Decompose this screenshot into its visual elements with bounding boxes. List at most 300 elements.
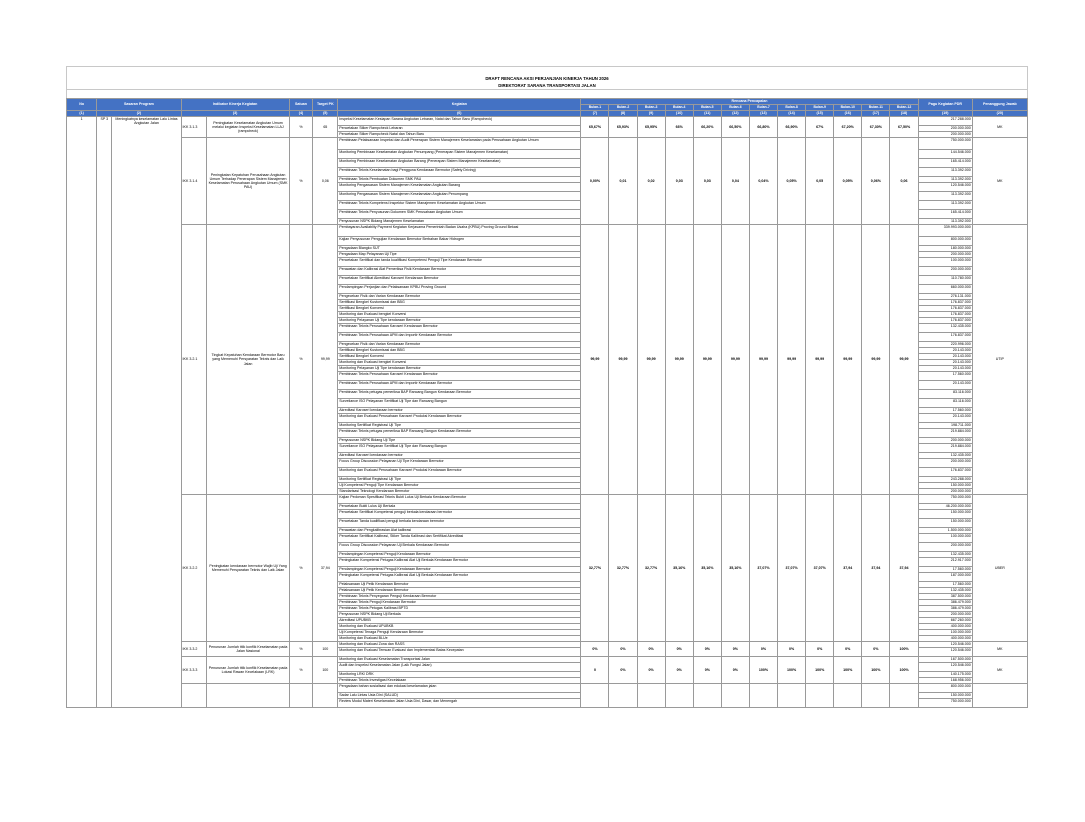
column-number: (19) — [918, 111, 972, 117]
pagu-value: 20.143.000 — [918, 366, 972, 372]
month-target-3: 65,95% — [637, 117, 665, 138]
kegiatan-item: Pembinaan Teknis Kompetensi Inspektur Sistem Manajemen Keselamatan Angkutan Umum — [338, 201, 581, 210]
indikator-kinerja: Penurunan Jumlah titik konflik Keselamatan pada Lokasi Rawan Kecelakaan (LRK) — [207, 657, 289, 684]
pagu-value: 400.000.000 — [918, 624, 972, 630]
kegiatan-item: Pembinaan Teknis Perusahaan APM dan Importir Kendaraan Bermotor — [338, 333, 581, 342]
column-number: (5) — [313, 111, 338, 117]
pagu-value: 1.500.000.000 — [918, 528, 972, 534]
pagu-value: 100.000.000 — [918, 534, 972, 543]
document-subtitle: DIREKTORAT SARANA TRANSPORTASI JALAN — [66, 82, 1028, 90]
pagu-value: 150.000.000 — [918, 510, 972, 519]
month-target-1: 0,00% — [581, 138, 609, 225]
pagu-value: 750.000.000 — [918, 495, 972, 504]
pagu-value: 176.837.000 — [918, 312, 972, 318]
kegiatan-item: Pencetakan Bukti Lulus Uji Berkala — [338, 504, 581, 510]
month-target-3 — [637, 684, 665, 708]
ikk-code: IKK 3.2.2 — [181, 495, 207, 642]
month-target-5: 0% — [693, 642, 721, 657]
indikator-kinerja: Penurunan Jumlah titik konflik Keselamatan pada Jalan Nasional — [207, 642, 289, 657]
header-month-6: Bulan-6 — [721, 105, 749, 111]
rencana-aksi-table — [66, 98, 1028, 708]
month-target-1 — [581, 684, 609, 708]
column-number: (7) — [581, 111, 609, 117]
pagu-value: 113.392.000 — [918, 177, 972, 183]
pagu-value: 20.143.000 — [918, 354, 972, 360]
target-pk: 65 — [313, 117, 338, 138]
ikk-code: IKK 3.3.3 — [181, 657, 207, 684]
pagu-value: 150.000.000 — [918, 693, 972, 699]
header-month-1: Bulan-1 — [581, 105, 609, 111]
satuan — [289, 684, 313, 708]
kegiatan-item: Pembinaan Pelaksanaan Inspeksi dan Audit Penerapan Sistem Manajemen Keselamatan pada Perusahaan Angkutan Umum — [338, 138, 581, 150]
month-target-9: 0,05 — [806, 138, 834, 225]
kegiatan-item: Pembinaan Teknis Penguji Kendaraan Bermotor — [338, 600, 581, 606]
kegiatan-item: Pelaksanaan Uji Petik Kendaraan Bermotor — [338, 588, 581, 594]
month-target-6: 35,16% — [721, 495, 749, 642]
pagu-value: 150.000.000 — [918, 483, 972, 489]
table-row — [67, 138, 1028, 150]
kegiatan-item: Sadar Lalu Lintas Usia Dini (SALUD) — [338, 693, 581, 699]
month-target-10 — [834, 684, 862, 708]
column-number: (1) — [67, 111, 97, 117]
month-target-10: 99,99 — [834, 225, 862, 495]
pagu-value: 750.000.000 — [918, 138, 972, 150]
pagu-value: 46.200.000.000 — [918, 504, 972, 510]
header-no: No — [67, 99, 97, 111]
month-target-5: 99,99 — [693, 225, 721, 495]
kegiatan-item: Inspeksi Keselamatan Kesiapan Sarana Angkutan Lebaran, Natal dan Tahun Baru (Rampcheck) — [338, 117, 581, 126]
month-target-6: 66,50% — [721, 117, 749, 138]
header-sasaran: Sasaran Program — [97, 99, 181, 111]
pagu-value: 100.000.000 — [918, 630, 972, 636]
top-blank-row — [66, 66, 1028, 75]
kegiatan-item: Focus Group Discussion Pelayanan Uji Berkala Kendaraan Bermotor — [338, 543, 581, 552]
column-number: (15) — [806, 111, 834, 117]
month-target-3: 32,77% — [637, 495, 665, 642]
ikk-code: IKK 3.3.2 — [181, 642, 207, 657]
kegiatan-item: Pendampingan Kompetensi Penguji Kendaraan Bermotor — [338, 552, 581, 558]
kegiatan-item: Monitoring Sertifikat Registrasi Uji Tipe — [338, 423, 581, 429]
column-number: (10) — [665, 111, 693, 117]
pagu-value: 200.000.000 — [918, 252, 972, 258]
satuan: % — [289, 138, 313, 225]
penanggung-jawab: MK — [972, 117, 1027, 138]
pagu-value: 120.546.000 — [918, 663, 972, 672]
penanggung-jawab: UBER — [972, 495, 1027, 642]
pagu-value: 113.392.000 — [918, 219, 972, 225]
kegiatan-item: Pengadaan Blangko SUT — [338, 246, 581, 252]
ikk-code: IKK 3.1.4 — [181, 138, 207, 225]
month-target-1: 0% — [581, 642, 609, 657]
pagu-value: 165.414.000 — [918, 210, 972, 219]
column-number: (18) — [890, 111, 918, 117]
month-target-3: 0,02 — [637, 138, 665, 225]
kegiatan-item: Monitoring Pelayanan Uji Tipe kendaraan Bermotor — [338, 318, 581, 324]
month-target-8: 0% — [778, 642, 806, 657]
table-row — [67, 495, 1028, 504]
indikator-kinerja — [207, 684, 289, 708]
kegiatan-item: Kajian Penyusunan Pengujian Kendaraan Bermotor Berbahan Bakar Hidrogen — [338, 237, 581, 246]
kegiatan-item: Pembinaan Teknis Pembuatan Dokumen SMK PAU — [338, 177, 581, 183]
table-row — [67, 684, 1028, 693]
month-target-12: 0,06 — [890, 138, 918, 225]
month-target-7: 0,04% — [749, 138, 777, 225]
column-number: (14) — [778, 111, 806, 117]
month-target-6: 0% — [721, 642, 749, 657]
pagu-value: 200.000.000 — [918, 459, 972, 468]
indikator-kinerja: Peningkatan kendaraan bermotor Wajib Uji Yang Memenuhi Persyaratan Teknis dan Laik Jalan — [207, 495, 289, 642]
kegiatan-item: Perawatan dan Pengkalibrasian Alat kalibrasi — [338, 528, 581, 534]
kegiatan-item: Monitoring Pelayanan Uji Tipe kendaraan Bermotor — [338, 366, 581, 372]
kegiatan-item: Surveilance ISO Pelayanan Sertifikat Uji Tipe dan Rancang Bangun — [338, 399, 581, 408]
month-target-8: 99,99 — [778, 225, 806, 495]
kegiatan-item: Monitoring dan Evaluasi bengkel Konversi — [338, 312, 581, 318]
month-target-12: 37,94 — [890, 495, 918, 642]
month-target-2: 0% — [609, 642, 637, 657]
pagu-value: 132.435.000 — [918, 324, 972, 333]
pagu-value: 180.000.000 — [918, 246, 972, 252]
header-pagu: Pagu Kegiatan PDR — [918, 99, 972, 111]
header-month-2: Bulan-2 — [609, 105, 637, 111]
month-target-4: 0% — [665, 642, 693, 657]
satuan: % — [289, 657, 313, 684]
pagu-value: 219.884.000 — [918, 429, 972, 438]
kegiatan-item: Monitoring dan Evaluasi Perusahaan Karoseri Produksi Kendaraan Bermotor — [338, 414, 581, 423]
kegiatan-item: Penyusunan NSPK Bidang Uji Berkala — [338, 612, 581, 618]
month-target-1: 0 — [581, 657, 609, 684]
month-target-5: 66,20% — [693, 117, 721, 138]
month-target-11: 67,30% — [862, 117, 890, 138]
ikk-code — [181, 684, 207, 708]
month-target-5 — [693, 684, 721, 708]
header-month-5: Bulan-5 — [693, 105, 721, 111]
month-target-9: 37,07% — [806, 495, 834, 642]
kegiatan-item: Pembinaan Teknis Penyusunan Dokumen SMK Perusahaan Angkutan Umum — [338, 210, 581, 219]
column-number: (20) — [972, 111, 1027, 117]
kegiatan-item: Akreditasi Karoseri kendaraan bermotor — [338, 408, 581, 414]
pagu-value: 387.500.000 — [918, 594, 972, 600]
kegiatan-item: Monitoring dan Evaluasi Perusahaan Karoseri Produksi Kendaraan Bermotor — [338, 468, 581, 477]
pagu-value: 386.479.000 — [918, 606, 972, 612]
pagu-value: 339.993.000.000 — [918, 225, 972, 237]
pagu-value: 212.917.000 — [918, 558, 972, 567]
header-target: Target PK — [313, 99, 338, 111]
kegiatan-item: Pengecekan Fisik dan Varian Kendaraan Bermotor — [338, 342, 581, 348]
month-target-11: 100% — [862, 657, 890, 684]
satuan: % — [289, 495, 313, 642]
pagu-value: 200.000.000 — [918, 438, 972, 444]
header-rencana: Rencana Pencapaian — [581, 99, 918, 105]
pagu-value: 187.000.000 — [918, 573, 972, 582]
month-target-11: 0% — [862, 642, 890, 657]
pagu-value: 176.837.000 — [918, 318, 972, 324]
kegiatan-item: Monitoring dan Evaluasi Temuan Evaluasi dan Implementasi Batas Kecepatan — [338, 648, 581, 657]
month-target-8: 66,90% — [778, 117, 806, 138]
month-target-6: 0,04 — [721, 138, 749, 225]
month-target-1: 65,67% — [581, 117, 609, 138]
column-number: (2) — [97, 111, 181, 117]
kegiatan-item: Monitoring dan Evaluasi bengkel Konversi — [338, 360, 581, 366]
month-target-6 — [721, 684, 749, 708]
pagu-value: 200.000.000 — [918, 267, 972, 276]
kegiatan-item: Penyusunan NSPK Bidang Uji Tipe — [338, 438, 581, 444]
month-target-12: 67,50% — [890, 117, 918, 138]
month-target-4: 0,03 — [665, 138, 693, 225]
month-target-3: 0% — [637, 657, 665, 684]
header-indikator: Indikator Kinerja Kegiatan — [181, 99, 289, 111]
kegiatan-item: Penyusunan NSPK Bidang Manajemen Keselamatan — [338, 219, 581, 225]
header-month-8: Bulan-8 — [778, 105, 806, 111]
header-month-4: Bulan-4 — [665, 105, 693, 111]
pagu-value: 200.000.000 — [918, 132, 972, 138]
month-target-10: 100% — [834, 657, 862, 684]
column-number: (9) — [637, 111, 665, 117]
pagu-value: 150.000.000 — [918, 519, 972, 528]
month-target-12: 100% — [890, 642, 918, 657]
kegiatan-item: Monitoring Pembinaan Keselamatan Angkutan Barang (Penerapan Sistem Manajemen Keselamatan) — [338, 159, 581, 168]
kegiatan-item: Monitoring LRK/ DRK — [338, 672, 581, 678]
month-target-2: 65,93% — [609, 117, 637, 138]
month-target-4: 99,99 — [665, 225, 693, 495]
penanggung-jawab: UTIP — [972, 225, 1027, 495]
kegiatan-item: Monitoring Sertifikat Registrasi Uji Tipe — [338, 477, 581, 483]
column-number: (13) — [749, 111, 777, 117]
kegiatan-item: Pencetakan Sertifikat dan tanda kualifikasi Kompetensi Penguji Tipe Kendaraan Bermotor — [338, 258, 581, 267]
spreadsheet — [66, 66, 1028, 708]
kegiatan-item: Monitoring dan Evaluasi Keselamatan Transportasi Jalan — [338, 657, 581, 663]
pagu-value: 217.288.000 — [918, 117, 972, 126]
kegiatan-item: Pembinaan Teknis Perusahaan Karoseri Kendaraan Bermotor — [338, 372, 581, 381]
pagu-value: 132.435.000 — [918, 552, 972, 558]
pagu-value: 276.131.000 — [918, 294, 972, 300]
pagu-value: 140.175.000 — [918, 672, 972, 678]
indikator-kinerja: Tingkat Kepatuhan Kendaraan Bermotor Baru yang Memenuhi Persyaratan Teknis dan Laik Jalan — [207, 225, 289, 495]
pagu-value: 144.546.000 — [918, 150, 972, 159]
kegiatan-item: Pencetakan Sertifikat Kalibrasi, Stiker Tanda Kalibrasi dan Sertifikat Akreditasi — [338, 534, 581, 543]
month-target-2: 32,77% — [609, 495, 637, 642]
kegiatan-item: Pendampingan Kompetensi Penguji Kendaraan Bermotor — [338, 567, 581, 573]
target-pk — [313, 684, 338, 708]
column-number: (17) — [862, 111, 890, 117]
penanggung-jawab — [972, 684, 1027, 708]
month-target-6: 0% — [721, 657, 749, 684]
target-pk: 99,99 — [313, 225, 338, 495]
kegiatan-item: Monitoring dan Evaluasi Zona dan RASS — [338, 642, 581, 648]
document-title: DRAFT RENCANA AKSI PERJANJIAN KINERJA TAHUN 2026 — [66, 75, 1028, 82]
month-target-11: 37,94 — [862, 495, 890, 642]
kegiatan-item: Pembinaan Teknis Perusahaan APM dan Importir Kendaraan Bermotor — [338, 381, 581, 390]
pagu-value: 176.837.000 — [918, 468, 972, 477]
kegiatan-item: Pembinaan Teknis petugas pemeriksa BAP Rancang Bangun Kendaraan Bermotor — [338, 390, 581, 399]
kegiatan-item: Monitoring Pengawasan Sistem Manajemen Keselamatan Angkutan Barang — [338, 183, 581, 192]
kegiatan-item: Sertifikasi Bengkel Kustomisasi dan BBG — [338, 300, 581, 306]
sasaran-code: SP 3 — [97, 117, 112, 708]
kegiatan-item: Pembinaan Teknis Petugas Kalibrasi BPTD — [338, 606, 581, 612]
column-number: (16) — [834, 111, 862, 117]
target-pk: 37,94 — [313, 495, 338, 642]
kegiatan-item: Sertifikasi Bengkel Kustomisasi dan BBG — [338, 348, 581, 354]
pagu-value: 17.560.000 — [918, 408, 972, 414]
pagu-value: 113.392.000 — [918, 168, 972, 177]
pagu-value: 120.546.000 — [918, 642, 972, 648]
kegiatan-item: Pencetakan Stiker Rampcheck Lebaran — [338, 126, 581, 132]
pagu-value: 113.392.000 — [918, 192, 972, 201]
target-pk: 0,06 — [313, 138, 338, 225]
month-target-9: 99,99 — [806, 225, 834, 495]
kegiatan-item: Sertifikasi Bengkel Konversi — [338, 354, 581, 360]
month-target-10: 0,05% — [834, 138, 862, 225]
column-number: (8) — [609, 111, 637, 117]
month-target-4: 35,16% — [665, 495, 693, 642]
month-target-8: 37,07% — [778, 495, 806, 642]
kegiatan-item: Review Modul Materi Keselamatan Jalan Usia Dini, Dasar, dan Menengah — [338, 699, 581, 708]
month-target-7: 66,80% — [749, 117, 777, 138]
month-target-12: 100% — [890, 657, 918, 684]
kegiatan-item: Peningkatan Kompetensi Petugas Kalibrasi Alat Uji Berkala Kendaraan Bermotor — [338, 558, 581, 567]
month-target-9: 100% — [806, 657, 834, 684]
column-number: (3) — [181, 111, 289, 117]
pagu-value: 17.560.000 — [918, 372, 972, 381]
header-month-12: Bulan-12 — [890, 105, 918, 111]
pagu-value: 750.000.000 — [918, 699, 972, 708]
month-target-10: 37,94 — [834, 495, 862, 642]
month-target-9: 0% — [806, 642, 834, 657]
pagu-value: 17.560.000 — [918, 582, 972, 588]
month-target-7: 37,07% — [749, 495, 777, 642]
row-number: 1 — [67, 117, 97, 708]
kegiatan-item: Surveilance ISO Pelayanan Sertifikat Uji Tipe dan Rancang Bangun — [338, 444, 581, 453]
month-target-2: 99,99 — [609, 225, 637, 495]
kegiatan-item: Pembinaan Teknis Keselamatan bagi Pengguna Kendaraan Bermotor (Safety Driving) — [338, 168, 581, 177]
table-row — [67, 117, 1028, 126]
kegiatan-item: Uji Kompetensi Tenaga Penguji Kendaraan Bermotor — [338, 630, 581, 636]
header-pj: Penanggung Jawab — [972, 99, 1027, 111]
ikk-code: IKK 3.1.3 — [181, 117, 207, 138]
month-target-5: 0% — [693, 657, 721, 684]
month-target-6: 99,99 — [721, 225, 749, 495]
month-target-1: 32,77% — [581, 495, 609, 642]
penanggung-jawab: MK — [972, 138, 1027, 225]
pagu-value: 400.000.000 — [918, 636, 972, 642]
kegiatan-item: Pencetakan Tanda kualifikasi penguji berkala kendaraan bermotor — [338, 519, 581, 528]
pagu-value: 20.143.000 — [918, 360, 972, 366]
pagu-value: 110.780.000 — [918, 276, 972, 285]
column-number: (6) — [338, 111, 581, 117]
kegiatan-item: Pembayaran Availablity Payment Kegiatan Kerjasama Pemerintah Badan Usaha (KPBU) Proving Ground Bekasi — [338, 225, 581, 237]
kegiatan-item: Pengecekan Fisik dan Varian Kendaraan Bermotor — [338, 294, 581, 300]
month-target-11: 99,99 — [862, 225, 890, 495]
kegiatan-item: Audit dan Inspeksi Keselamatan Jalan (Laik Fungsi Jalan) — [338, 663, 581, 672]
pagu-value: 243.288.000 — [918, 477, 972, 483]
month-target-8: 100% — [778, 657, 806, 684]
column-number: (11) — [693, 111, 721, 117]
kegiatan-item: Uji Kompetensi Penguji Tipe Kendaraan Bermotor — [338, 483, 581, 489]
kegiatan-item: Monitoring Pengawasan Sistem Manajemen Keselamatan Angkutan Penumpang — [338, 192, 581, 201]
kegiatan-item: Monitoring dan Evaluasi UPUBKB — [338, 624, 581, 630]
pagu-value: 20.143.000 — [918, 348, 972, 354]
month-target-11 — [862, 684, 890, 708]
pagu-value: 132.435.000 — [918, 453, 972, 459]
penanggung-jawab: MK — [972, 642, 1027, 657]
month-target-7 — [749, 684, 777, 708]
satuan: % — [289, 225, 313, 495]
pagu-value: 660.000.000 — [918, 285, 972, 294]
pagu-value: 83.116.000 — [918, 399, 972, 408]
target-pk: 100 — [313, 642, 338, 657]
pagu-value: 800.000.000 — [918, 684, 972, 693]
pagu-value: 176.837.000 — [918, 300, 972, 306]
kegiatan-item: Monitoring dan Evaluasi BLUe — [338, 636, 581, 642]
kegiatan-item: Focus Group Discussion Pelayanan Uji Tipe Kendaraan Bermotor — [338, 459, 581, 468]
kegiatan-item: Standarisasi Teknologi Kendaraan Bermotor — [338, 489, 581, 495]
header-month-10: Bulan-10 — [834, 105, 862, 111]
pagu-value: 132.435.000 — [918, 588, 972, 594]
penanggung-jawab: MK — [972, 657, 1027, 684]
indikator-kinerja: Peningkatan Kepatuhan Perusahaan Angkutan Umum Terhadap Penerapan Sistem Manajemen Keselamatan Perusahaan Angkutan Umum (SMK PAU) — [207, 138, 289, 225]
month-target-9: 67% — [806, 117, 834, 138]
kegiatan-item: Kajian Pedoman Spesifikasi Teknis Bukti Lulus Uji Berkala Kendaraan Bermotor — [338, 495, 581, 504]
pagu-value: 220.996.000 — [918, 342, 972, 348]
pagu-value: 100.000.000 — [918, 258, 972, 267]
kegiatan-item: Peningkatan Kompetensi Petugas Kalibrasi Alat Uji Berkala Kendaraan Bermotor — [338, 573, 581, 582]
satuan: % — [289, 117, 313, 138]
header-month-9: Bulan-9 — [806, 105, 834, 111]
table-row — [67, 225, 1028, 237]
target-pk: 100 — [313, 657, 338, 684]
pagu-value: 200.000.000 — [918, 489, 972, 495]
pagu-value: 176.837.000 — [918, 306, 972, 312]
header-month-7: Bulan-7 — [749, 105, 777, 111]
month-target-4: 0% — [665, 657, 693, 684]
column-number: (12) — [721, 111, 749, 117]
pagu-value: 800.000.000 — [918, 237, 972, 246]
pagu-value: 667.260.000 — [918, 618, 972, 624]
month-target-3: 99,99 — [637, 225, 665, 495]
month-target-9 — [806, 684, 834, 708]
kegiatan-item: Pelaksanaan Uji Petik Kendaraan Bermotor — [338, 582, 581, 588]
pagu-value: 120.546.000 — [918, 648, 972, 657]
month-target-5: 35,16% — [693, 495, 721, 642]
month-target-12: 99,99 — [890, 225, 918, 495]
kegiatan-item: Pencetakan Sertifikat Akreditasi Karoseri Kendaraan Bermotor — [338, 276, 581, 285]
month-target-12 — [890, 684, 918, 708]
pagu-value: 20.143.000 — [918, 414, 972, 423]
header-kegiatan: Kegiatan — [338, 99, 581, 111]
month-target-3: 0% — [637, 642, 665, 657]
month-target-1: 99,99 — [581, 225, 609, 495]
pagu-value: 113.392.000 — [918, 201, 972, 210]
kegiatan-item: Pengadaan Map Pelayanan Uji Tipe — [338, 252, 581, 258]
pagu-value: 219.884.000 — [918, 444, 972, 453]
month-target-2 — [609, 684, 637, 708]
kegiatan-item: Akreditasi Karoseri kendaraan bermotor — [338, 453, 581, 459]
month-target-2: 0,01 — [609, 138, 637, 225]
month-target-7: 100% — [749, 657, 777, 684]
month-target-7: 0% — [749, 642, 777, 657]
kegiatan-item: Pembinaan Teknis Penyegaran Penguji Kendaraan Bermotor — [338, 594, 581, 600]
month-target-2: 0% — [609, 657, 637, 684]
month-target-11: 0,06% — [862, 138, 890, 225]
indikator-kinerja: Peningkatan Keselamatan Angkutan Umum melalui kegiatan Inspeksi Keselamatan LLAJ (rampcheck) — [207, 117, 289, 138]
month-target-7: 99,99 — [749, 225, 777, 495]
kegiatan-item: Pembinaan Teknis petugas pemeriksa BAP Rancang Bangun Kendaraan Bermotor — [338, 429, 581, 438]
month-target-4: 66% — [665, 117, 693, 138]
pagu-value: 165.414.000 — [918, 159, 972, 168]
kegiatan-item: Akreditasi UPUBKB — [338, 618, 581, 624]
pagu-value: 386.479.000 — [918, 600, 972, 606]
pagu-value: 20.143.000 — [918, 381, 972, 390]
pagu-value: 120.546.000 — [918, 183, 972, 192]
